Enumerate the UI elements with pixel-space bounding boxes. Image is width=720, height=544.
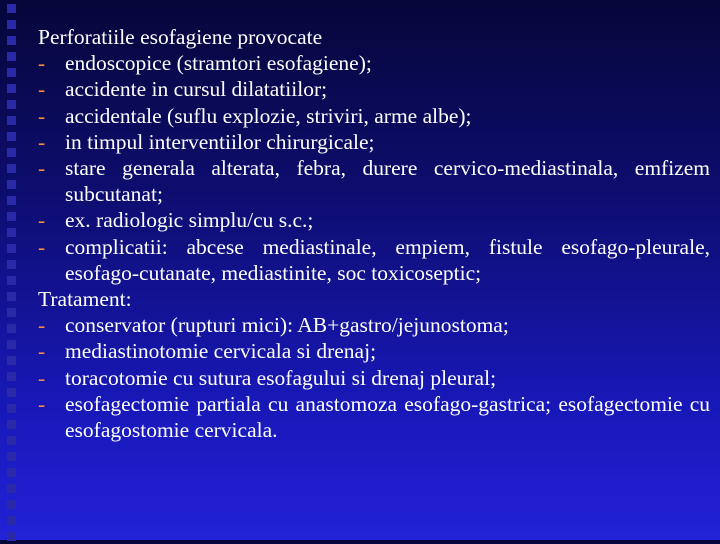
bullet-dash: - <box>38 313 46 338</box>
list-item <box>38 391 710 443</box>
list-item <box>38 129 710 155</box>
bullet-dash: - <box>38 51 46 76</box>
list-item-text: ex. radiologic simplu/cu s.c.; <box>65 208 314 233</box>
bullet-dash: - <box>38 391 46 416</box>
list-item-text: esofagectomie partiala cu anastomoza esofago-gastrica; esofagectomie cu esofagostomie cervicala. <box>65 391 710 443</box>
list-item-text: endoscopice (stramtori esofagiene); <box>65 51 372 76</box>
list-item <box>38 76 710 102</box>
decorative-square-column <box>0 0 22 544</box>
list-item <box>38 338 710 364</box>
list-item-text: accidentale (suflu explozie, striviri, arme albe); <box>65 103 472 128</box>
list-item <box>38 207 710 233</box>
slide-content <box>38 24 710 443</box>
bullet-dash: - <box>38 365 46 390</box>
list-item-text: accidente in cursul dilatatiilor; <box>65 77 328 102</box>
section-heading-treatment: Tratament: <box>38 287 132 312</box>
bullet-dash: - <box>38 103 46 128</box>
list-item-text: complicatii: abcese mediastinale, empiem, fistule esofago-pleurale, esofago-cutanate, mediastinite, soc toxicoseptic; <box>65 234 710 285</box>
list-item <box>38 103 710 129</box>
list-item-text: mediastinotomie cervicala si drenaj; <box>65 339 377 364</box>
bullet-dash: - <box>38 156 46 181</box>
list-item-text: in timpul interventiilor chirurgicale; <box>65 129 375 154</box>
list-item <box>38 312 710 338</box>
list-item <box>38 155 710 207</box>
section-heading-perforations: Perforatiile esofagiene provocate <box>38 25 323 49</box>
bullet-dash: - <box>38 77 46 102</box>
list-item <box>38 365 710 391</box>
list-item <box>38 234 710 286</box>
list-item-text: toracotomie cu sutura esofagului si drenaj pleural; <box>65 365 497 390</box>
bullet-dash: - <box>38 339 46 364</box>
bullet-dash: - <box>38 234 46 259</box>
bullet-dash: - <box>38 208 46 233</box>
list-item-text: conservator (rupturi mici): AB+gastro/jejunostoma; <box>65 313 509 338</box>
list-item-text: stare generala alterata, febra, durere cervico-mediastinala, emfizem subcutanat; <box>65 156 710 207</box>
list-item <box>38 50 710 76</box>
bullet-dash: - <box>38 129 46 154</box>
